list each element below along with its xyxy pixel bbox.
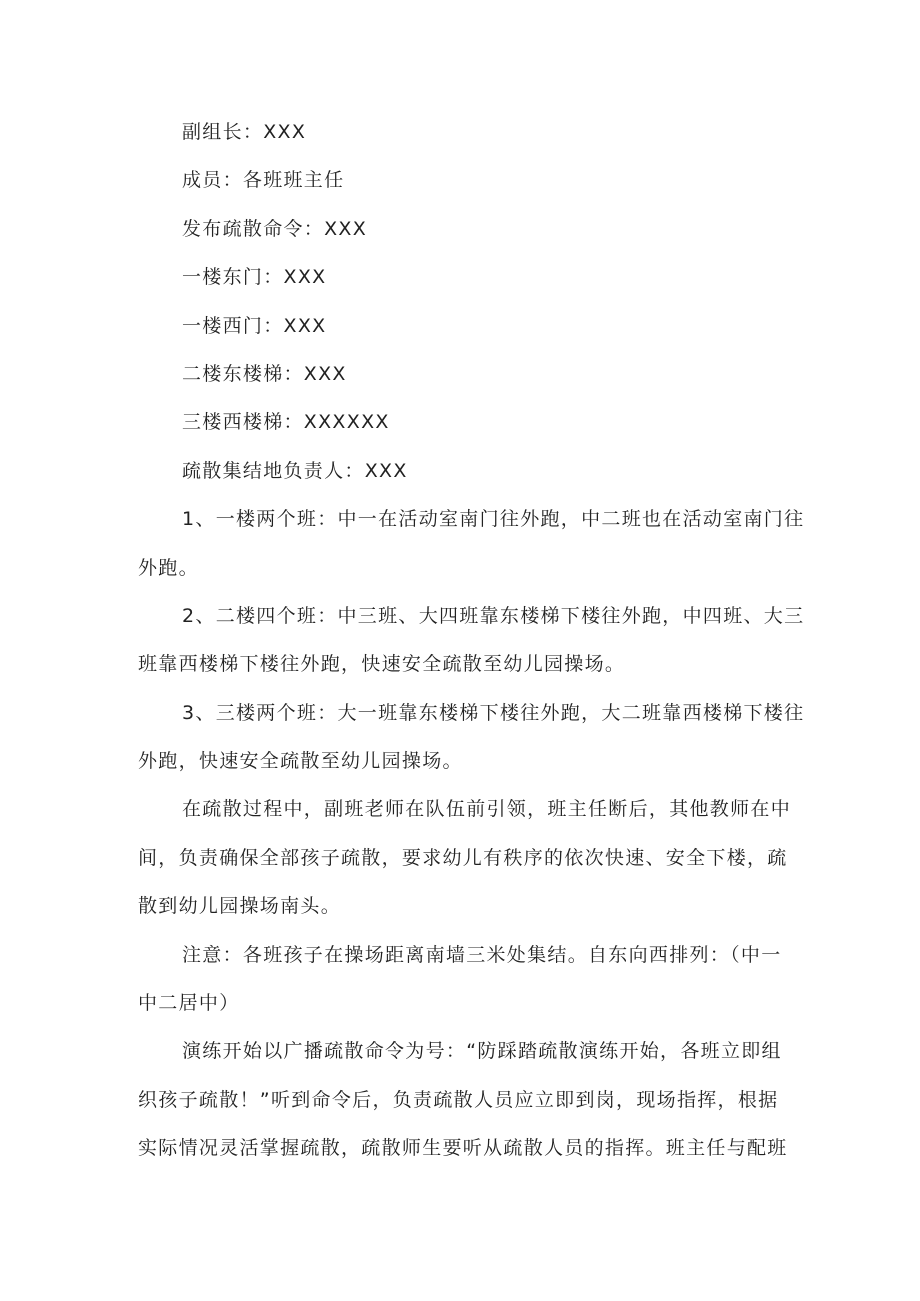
paragraph-line: 班靠西楼梯下楼往外跑，快速安全疏散至幼儿园操场。 — [138, 653, 626, 676]
first-floor-east-door-line: 一楼东门：XXX — [182, 266, 327, 289]
first-floor-west-door-line: 一楼西门：XXX — [182, 314, 327, 337]
paragraph-line: 注意：各班孩子在操场距离南墙三米处集结。自东向西排列：（中一 — [182, 943, 782, 966]
paragraph-line: 散到幼儿园操场南头。 — [138, 895, 342, 918]
third-floor-west-stairs-line: 三楼西楼梯：XXXXXX — [182, 411, 390, 434]
paragraph-line: 织孩子疏散！”听到命令后，负责疏散人员应立即到岗，现场指挥，根据 — [138, 1088, 779, 1111]
paragraph-line: 中二居中） — [138, 992, 240, 1015]
paragraph-line: 实际情况灵活掌握疏散，疏散师生要听从疏散人员的指挥。班主任与配班 — [138, 1137, 788, 1160]
evacuation-command-line: 发布疏散命令：XXX — [182, 217, 368, 240]
deputy-leader-line: 副组长：XXX — [182, 121, 307, 143]
paragraph-line: 演练开始以广播疏散命令为号：“防踩踏疏散演练开始，各班立即组 — [182, 1040, 782, 1063]
paragraph-line: 在疏散过程中，副班老师在队伍前引领，班主任断后，其他教师在中 — [182, 798, 792, 821]
paragraph-line: 3、三楼两个班：大一班靠东楼梯下楼往外跑，大二班靠西楼梯下楼往 — [182, 701, 805, 724]
assembly-point-lead-line: 疏散集结地负责人：XXX — [182, 459, 408, 482]
document-body — [138, 108, 805, 1173]
members-line: 成员：各班班主任 — [182, 169, 345, 192]
second-floor-east-stairs-line: 二楼东楼梯：XXX — [182, 362, 347, 385]
paragraph-line: 外跑。 — [138, 556, 199, 579]
paragraph-line: 外跑，快速安全疏散至幼儿园操场。 — [138, 750, 463, 773]
paragraph-line: 2、二楼四个班：中三班、大四班靠东楼梯下楼往外跑，中四班、大三 — [182, 604, 805, 627]
paragraph-line: 1、一楼两个班：中一在活动室南门往外跑，中二班也在活动室南门往 — [182, 508, 805, 531]
paragraph-line: 间，负责确保全部孩子疏散，要求幼儿有秩序的依次快速、安全下楼，疏 — [138, 846, 788, 869]
